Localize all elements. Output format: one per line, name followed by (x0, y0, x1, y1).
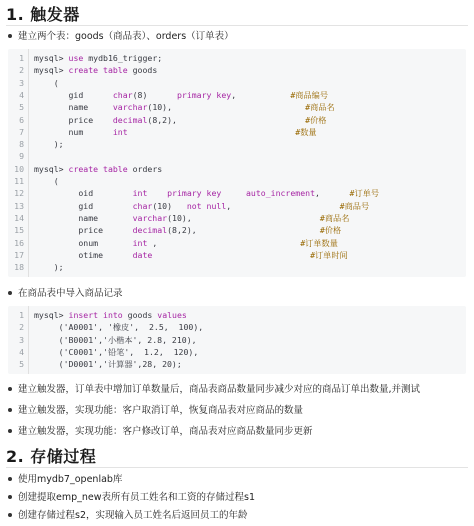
code-line (8, 358, 466, 370)
bullet-procedure-s1: 创建提取emp_new表所有员工姓名和工资的存储过程s1 (8, 492, 468, 504)
line-number: 4 (19, 346, 24, 357)
heading-divider (6, 467, 468, 468)
bullet-dot (8, 291, 12, 295)
bullet-dot (8, 408, 12, 412)
code-text: mysql> create table goods (34, 65, 158, 76)
bullet-create-tables: 建立两个表：goods（商品表）、orders（订单表） (8, 31, 468, 43)
line-number: 3 (19, 334, 24, 345)
line-number: 2 (19, 322, 24, 333)
line-number: 1 (19, 53, 24, 63)
code-line (8, 138, 466, 150)
code-text: num int #数量 (34, 126, 317, 137)
line-number: 14 (14, 212, 24, 223)
bullet-trigger-delete: 建立触发器，实现功能：客户取消订单，恢复商品表对应商品的数量 (8, 405, 468, 417)
code-text: onum int , #订单数量 (34, 237, 338, 248)
code-text: ('C0001','铅笔', 1.2, 120), (34, 346, 199, 357)
code-text: otime date #订单时间 (34, 249, 348, 260)
code-text: name varchar(10), #商品名 (34, 102, 335, 113)
code-text: ('A0001', '橡皮', 2.5, 100), (34, 322, 204, 333)
line-number: 9 (19, 151, 24, 162)
line-number: 3 (19, 77, 24, 88)
code-line (8, 89, 466, 101)
line-number: 4 (19, 89, 24, 100)
code-line (8, 163, 466, 175)
code-line (8, 237, 466, 249)
bullet-dot (8, 513, 12, 517)
code-text: ( (34, 77, 59, 88)
code-text: mysql> use mydb16_trigger; (34, 53, 163, 63)
code-line (8, 261, 466, 273)
code-line (8, 150, 466, 162)
code-block-create-tables (8, 49, 466, 277)
bullet-trigger-insert: 建立触发器，订单表中增加订单数量后，商品表商品数量同步减少对应的商品订单出数量,并测试 (8, 384, 468, 396)
bullet-dot (8, 429, 12, 433)
line-number: 6 (19, 114, 24, 125)
line-number: 2 (19, 65, 24, 76)
code-line (8, 101, 466, 113)
code-text: name varchar(10), #商品名 (34, 212, 350, 223)
line-number: 15 (14, 225, 24, 236)
bullet-dot (8, 34, 12, 38)
code-line (8, 334, 466, 346)
section-2-heading: 2. 存储过程 (6, 447, 97, 466)
line-number: 12 (14, 188, 24, 199)
line-number: 8 (19, 139, 24, 150)
code-line (8, 187, 466, 199)
code-line (8, 175, 466, 187)
code-line (8, 249, 466, 261)
code-line (8, 309, 466, 321)
code-line (8, 52, 466, 64)
code-text: price decimal(8,2), #价格 (34, 114, 327, 125)
section-1-heading: 1. 触发器 (6, 5, 80, 24)
heading-divider (6, 25, 468, 26)
bullet-insert-records: 在商品表中导入商品记录 (8, 288, 468, 300)
code-line (8, 212, 466, 224)
code-line (8, 64, 466, 76)
bullet-use-db: 使用mydb7_openlab库 (8, 474, 468, 486)
bullet-trigger-update: 建立触发器，实现功能：客户修改订单，商品表对应商品数量同步更新 (8, 426, 468, 438)
code-text: ('B0001','小楷本', 2.8, 210), (34, 334, 197, 345)
bullet-dot (8, 477, 12, 481)
code-line (8, 114, 466, 126)
line-number: 17 (14, 249, 24, 260)
code-text: gid char(10) not null, #商品号 (34, 200, 370, 211)
line-number: 18 (14, 262, 24, 273)
line-number: 1 (19, 310, 24, 320)
code-text: gid char(8) primary key, #商品编号 (34, 89, 329, 100)
line-number: 11 (14, 176, 24, 186)
bullet-procedure-s2: 创建存储过程s2，实现输入员工姓名后返回员工的年龄 (8, 510, 468, 522)
code-text: mysql> insert into goods values (34, 310, 187, 320)
line-number: 13 (14, 200, 24, 211)
code-line (8, 77, 466, 89)
code-line (8, 200, 466, 212)
bullet-dot (8, 495, 12, 499)
code-line (8, 126, 466, 138)
code-text: price decimal(8,2), #价格 (34, 225, 342, 236)
code-line (8, 346, 466, 358)
code-text: ); (34, 262, 64, 273)
line-number: 16 (14, 237, 24, 248)
code-block-insert-goods (8, 306, 466, 374)
code-line (8, 224, 466, 236)
code-text: mysql> create table orders (34, 163, 163, 174)
line-number: 10 (14, 163, 24, 174)
line-number: 7 (19, 126, 24, 137)
code-text: ('D0001','计算器',28, 20); (34, 359, 182, 370)
bullet-dot (8, 387, 12, 391)
code-text: oid int primary key auto_increment, #订单号 (34, 188, 380, 199)
code-text: ( (34, 176, 59, 186)
line-number: 5 (19, 102, 24, 113)
code-text: ); (34, 139, 64, 150)
code-line (8, 321, 466, 333)
line-number: 5 (19, 359, 24, 370)
